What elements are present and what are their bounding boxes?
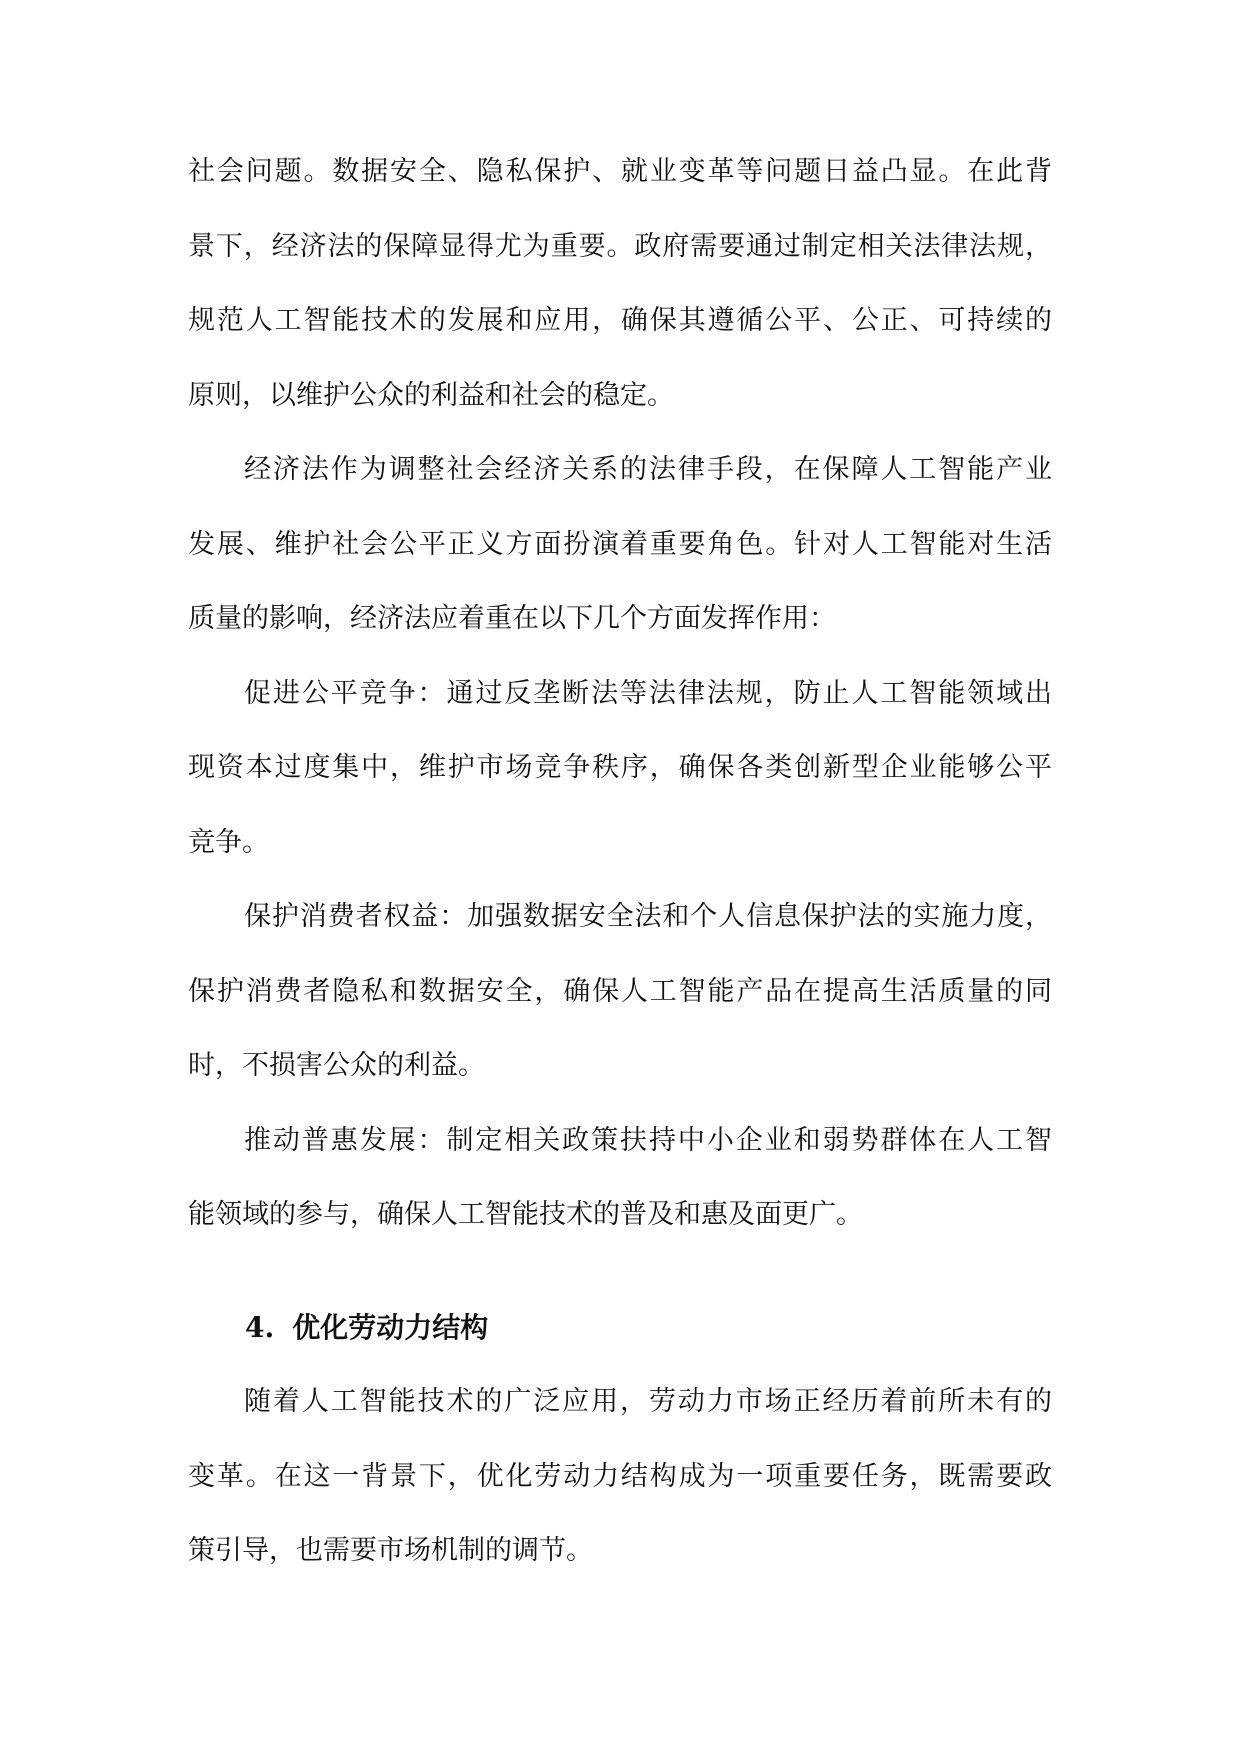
section-heading bbox=[188, 1291, 1052, 1366]
section-number: 4. bbox=[245, 1310, 275, 1344]
text-line: 社会问题。数据安全、隐私保护、就业变革等问题日益凸显。在此背 bbox=[188, 156, 1052, 187]
text-line: 促进公平竞争：通过反垄断法等法律法规，防止人工智能领域出 bbox=[244, 677, 1052, 709]
text-line: 推动普惠发展：制定相关政策扶持中小企业和弱势群体在人工智 bbox=[244, 1124, 1052, 1156]
text-line: 质量的影响，经济法应着重在以下几个方面发挥作用： bbox=[188, 603, 836, 634]
text-line: 现资本过度集中，维护市场竞争秩序，确保各类创新型企业能够公平 bbox=[188, 752, 1052, 783]
section-title: 优化劳动力结构 bbox=[292, 1310, 489, 1344]
paragraph bbox=[188, 135, 1052, 433]
text-line: 能领域的参与，确保人工智能技术的普及和惠及面更广。 bbox=[188, 1199, 863, 1230]
text-line: 景下，经济法的保障显得尤为重要。政府需要通过制定相关法律法规， bbox=[188, 230, 1052, 262]
text-line: 保护消费者隐私和数据安全，确保人工智能产品在提高生活质量的同 bbox=[188, 975, 1052, 1007]
text-line: 变革。在这一背景下，优化劳动力结构成为一项重要任务，既需要政 bbox=[188, 1460, 1052, 1492]
paragraph bbox=[188, 1365, 1052, 1589]
paragraph bbox=[188, 880, 1052, 1104]
document-page bbox=[188, 135, 1052, 1589]
text-line: 经济法作为调整社会经济关系的法律手段，在保障人工智能产业 bbox=[244, 454, 1052, 485]
text-line: 规范人工智能技术的发展和应用，确保其遵循公平、公正、可持续的 bbox=[188, 305, 1052, 336]
text-line: 策引导，也需要市场机制的调节。 bbox=[188, 1535, 593, 1566]
text-line: 时，不损害公众的利益。 bbox=[188, 1050, 485, 1081]
text-line: 保护消费者权益：加强数据安全法和个人信息保护法的实施力度， bbox=[244, 901, 1052, 932]
text-line: 竞争。 bbox=[188, 826, 269, 858]
text-line: 随着人工智能技术的广泛应用，劳动力市场正经历着前所未有的 bbox=[244, 1386, 1052, 1417]
paragraph bbox=[188, 657, 1052, 881]
text-line: 原则，以维护公众的利益和社会的稳定。 bbox=[188, 379, 674, 411]
text-line: 发展、维护社会公平正义方面扮演着重要角色。针对人工智能对生活 bbox=[188, 528, 1052, 560]
paragraph bbox=[188, 433, 1052, 657]
paragraph bbox=[188, 1104, 1052, 1253]
